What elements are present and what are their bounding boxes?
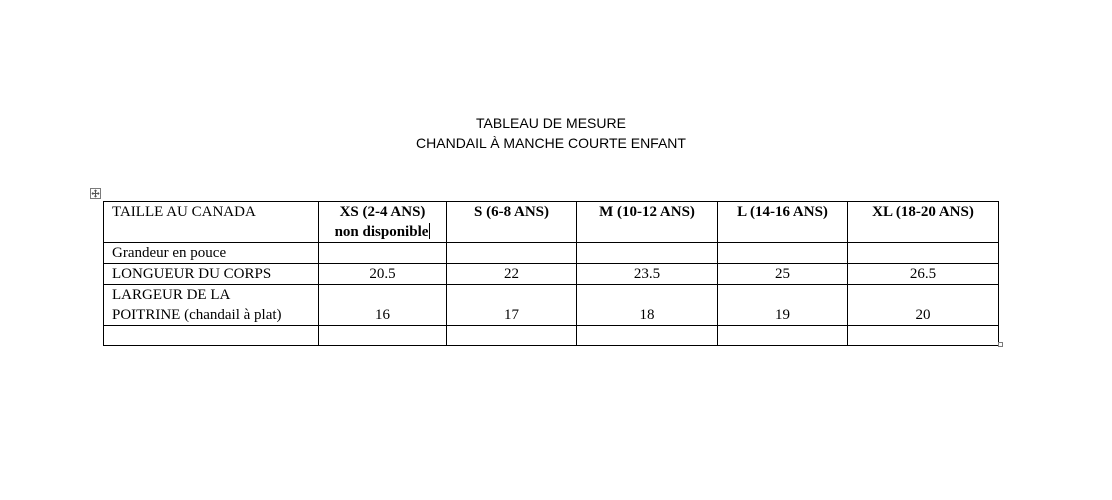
table-cell[interactable] — [104, 326, 319, 346]
unit-label-cell[interactable]: Grandeur en pouce — [104, 243, 319, 264]
body-length-xl[interactable]: 26.5 — [848, 264, 999, 285]
table-cell[interactable] — [319, 326, 447, 346]
move-arrows-icon — [91, 189, 100, 198]
body-length-m[interactable]: 23.5 — [577, 264, 718, 285]
chest-width-label-line-2: POITRINE (chandail à plat) — [112, 307, 282, 323]
size-xs-label: XS (2-4 ANS) — [339, 204, 426, 220]
title-line-2: CHANDAIL À MANCHE COURTE ENFANT — [416, 135, 686, 151]
table-resize-handle[interactable] — [998, 342, 1003, 347]
table-cell[interactable] — [718, 243, 848, 264]
table-row — [104, 326, 999, 346]
size-xs-note: non disponible — [334, 224, 429, 240]
table-cell[interactable] — [447, 326, 577, 346]
chest-width-label-line-1: LARGEUR DE LA — [112, 287, 231, 303]
size-xs-header[interactable] — [319, 202, 447, 243]
chest-width-xl[interactable]: 20 — [848, 285, 999, 326]
body-length-label[interactable]: LONGUEUR DU CORPS — [104, 264, 319, 285]
size-xs-note-line — [325, 222, 440, 242]
title-line-1: TABLEAU DE MESURE — [476, 115, 626, 131]
table-move-handle-icon[interactable] — [90, 188, 101, 199]
chest-width-m[interactable]: 18 — [577, 285, 718, 326]
body-length-xs[interactable]: 20.5 — [319, 264, 447, 285]
table-row — [104, 285, 999, 326]
size-chart-table — [103, 201, 999, 346]
table-cell[interactable] — [319, 243, 447, 264]
body-length-l[interactable]: 25 — [718, 264, 848, 285]
corner-label-cell[interactable]: TAILLE AU CANADA — [104, 202, 319, 243]
table-cell[interactable] — [848, 326, 999, 346]
chest-width-s[interactable]: 17 — [447, 285, 577, 326]
table-row — [104, 264, 999, 285]
table-cell[interactable] — [848, 243, 999, 264]
table-cell[interactable] — [718, 326, 848, 346]
chest-width-xs[interactable]: 16 — [319, 285, 447, 326]
size-s-header[interactable]: S (6-8 ANS) — [447, 202, 577, 243]
table-cell[interactable] — [447, 243, 577, 264]
size-m-header[interactable]: M (10-12 ANS) — [577, 202, 718, 243]
text-caret — [429, 223, 430, 239]
table-row — [104, 243, 999, 264]
document-title — [0, 113, 1102, 153]
body-length-s[interactable]: 22 — [447, 264, 577, 285]
chest-width-label[interactable] — [104, 285, 319, 326]
table-header-row — [104, 202, 999, 243]
size-l-header[interactable]: L (14-16 ANS) — [718, 202, 848, 243]
chest-width-l[interactable]: 19 — [718, 285, 848, 326]
table-cell[interactable] — [577, 243, 718, 264]
table-cell[interactable] — [577, 326, 718, 346]
size-xl-header[interactable]: XL (18-20 ANS) — [848, 202, 999, 243]
